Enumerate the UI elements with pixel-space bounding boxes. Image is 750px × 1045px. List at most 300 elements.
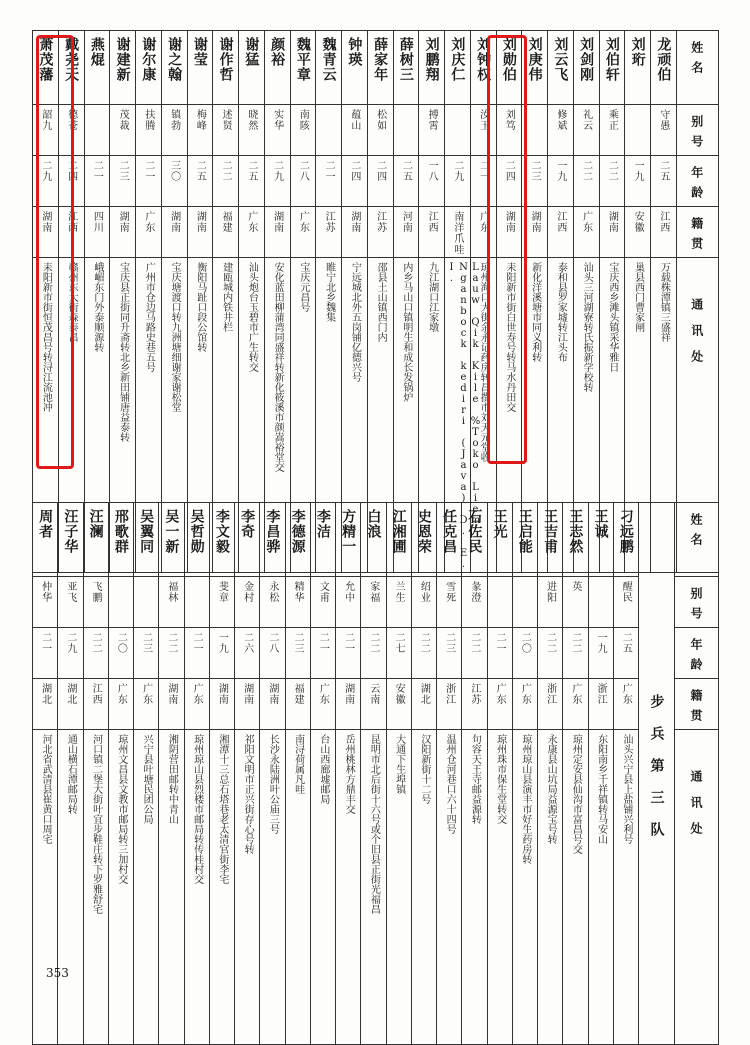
person-name-text: 谢莹 [191, 37, 208, 67]
person-age [134, 628, 159, 679]
person-native [548, 207, 574, 258]
person-address-text: 峨嵋东门外泰顺源转 [91, 262, 103, 352]
person-native [599, 207, 625, 258]
person-name [290, 31, 316, 105]
person-age-text: 二四 [348, 160, 360, 182]
person-name [136, 31, 162, 105]
person-age-text: 二一 [39, 632, 51, 654]
person-age [470, 156, 496, 207]
person-native [310, 679, 335, 730]
person-native [58, 207, 84, 258]
person-address [285, 730, 310, 1045]
person-age [235, 628, 260, 679]
person-name-text: 钟瑛 [346, 37, 363, 67]
header-name [675, 503, 719, 577]
person-age [563, 628, 588, 679]
person-age [110, 156, 136, 207]
person-native-text: 湖南 [117, 211, 129, 233]
person-alias [159, 577, 184, 628]
person-alias [310, 577, 335, 628]
person-name-text: 汪子华 [62, 509, 79, 554]
person-alias-text: 南陔 [297, 109, 309, 131]
person-address [538, 730, 563, 1045]
person-native [159, 679, 184, 730]
person-age-text: 三〇 [168, 160, 180, 182]
person-name [437, 503, 462, 577]
person-address-text: 大通下生埠镇 [393, 734, 405, 794]
person-name [83, 503, 108, 577]
person-native-text: 湖南 [503, 211, 515, 233]
person-address [209, 730, 234, 1045]
person-alias [613, 577, 638, 628]
person-address-text: 琼州琼山县演丰市好生药房转 [519, 734, 531, 864]
person-name-text: 刘庆仁 [449, 37, 466, 82]
person-native [235, 679, 260, 730]
person-native [462, 679, 487, 730]
person-name-text: 史恩荣 [415, 509, 432, 554]
person-native-text: 南洋爪哇 [451, 211, 463, 255]
person-name [367, 31, 393, 105]
person-native-text: 湖南 [529, 211, 541, 233]
person-name [599, 31, 625, 105]
person-age [393, 156, 419, 207]
person-native [161, 207, 187, 258]
person-age-text: 二一 [91, 160, 103, 182]
person-alias-text: 刘笃 [503, 109, 515, 131]
person-native-text: 广东 [580, 211, 592, 233]
person-native [209, 679, 234, 730]
person-name [625, 31, 651, 105]
person-alias-text: 搏霄 [426, 109, 438, 131]
person-address-text: 汉阳新街十二号 [418, 734, 430, 804]
person-native-text: 广东 [115, 683, 127, 705]
person-age [58, 628, 83, 679]
person-age-text: 二一 [323, 160, 335, 182]
person-name [573, 31, 599, 105]
person-age [187, 156, 213, 207]
person-age [310, 628, 335, 679]
person-native-text: 湖北 [64, 683, 76, 705]
person-native [367, 207, 393, 258]
person-address-text: 兴宁县叶塘民团公局 [141, 734, 153, 824]
person-alias [58, 105, 84, 156]
person-native [316, 207, 342, 258]
person-native-text: 安徽 [632, 211, 644, 233]
person-native [573, 207, 599, 258]
person-alias [108, 577, 133, 628]
person-alias-text: 精华 [292, 581, 304, 603]
person-age [651, 156, 677, 207]
person-age [411, 628, 436, 679]
person-native-text: 江西 [554, 211, 566, 233]
person-age [184, 628, 209, 679]
roster-table-top [32, 30, 719, 573]
person-name [33, 503, 58, 577]
person-alias [625, 105, 651, 156]
person-address-text: 岳州桃林方鼎丰交 [343, 734, 355, 814]
person-alias [419, 105, 445, 156]
header-name-text: 姓名 [689, 41, 704, 81]
person-native [33, 679, 58, 730]
person-alias-text: 绍业 [418, 581, 430, 603]
person-address [563, 730, 588, 1045]
person-address-text: 河口镇二堡大街叶宜步鞋庄转下罗雅舒宅 [90, 734, 102, 914]
person-name-text: 李文毅 [213, 509, 230, 554]
person-age-text: 二二 [220, 160, 232, 182]
person-age [84, 156, 110, 207]
person-name [522, 31, 548, 105]
header-alias [675, 577, 719, 628]
person-native-text: 浙江 [443, 683, 455, 705]
person-address-text: 新化洋溪塘市同义利转 [529, 262, 541, 362]
person-address-text: 邵县土山镇西门内 [375, 262, 387, 342]
person-age-text: 二九 [39, 160, 51, 182]
person-age [33, 628, 58, 679]
person-name-text: 刘勋伯 [500, 37, 517, 82]
person-native-text: 江西 [65, 211, 77, 233]
person-age-text: 二四 [65, 160, 77, 182]
person-alias-text: 松如 [374, 109, 386, 131]
person-address [437, 730, 462, 1045]
person-native-text: 湖南 [348, 211, 360, 233]
person-native [108, 679, 133, 730]
person-alias [393, 105, 419, 156]
person-name [588, 503, 613, 577]
person-native [110, 207, 136, 258]
person-age-text: 二七 [393, 632, 405, 654]
person-age-text: 二二 [165, 632, 177, 654]
person-native-text: 河南 [400, 211, 412, 233]
person-native-text: 湖南 [342, 683, 354, 705]
person-native [239, 207, 265, 258]
person-address [361, 730, 386, 1045]
person-alias-text: 家福 [367, 581, 379, 603]
person-native-text: 江西 [90, 683, 102, 705]
person-alias-text: 亚飞 [64, 581, 76, 603]
header-alias-text: 别号 [689, 587, 703, 627]
person-address-text: 万载株潭镇三盛祥 [658, 262, 670, 342]
person-name-text: 周者 [37, 509, 54, 539]
person-alias-text: 镇勃 [168, 109, 180, 131]
person-age [161, 156, 187, 207]
person-name-text: 刘伯轩 [603, 37, 620, 82]
person-age-text: 二一 [142, 160, 154, 182]
header-age [676, 156, 718, 207]
person-address-text: 琼州文昌县文教市邮局转三加村交 [115, 734, 127, 884]
person-name [419, 31, 445, 105]
person-native [285, 679, 310, 730]
person-age-text: 二一 [317, 632, 329, 654]
person-name-text: 刁远鹏 [617, 509, 634, 554]
person-name [512, 503, 537, 577]
person-name [213, 31, 239, 105]
person-age-text: 二一 [191, 632, 203, 654]
person-native [445, 207, 471, 258]
person-name-text: 刘庚伟 [526, 37, 543, 82]
person-native [213, 207, 239, 258]
person-address-text: 耒阳新市街白世寿号转马水丹田交 [503, 262, 515, 412]
person-age-text: 二三 [443, 632, 455, 654]
person-address-text: 琼州海口大街余永记药房转昌撰市刘天元堂收 [478, 262, 490, 462]
person-native-text: 广东 [297, 211, 309, 233]
person-name-text: 刘珩 [629, 37, 646, 67]
person-native-text: 江西 [657, 211, 669, 233]
person-address-text: 湘潭十三总石塔巷老太清官街李宅 [216, 734, 228, 884]
person-native [563, 679, 588, 730]
person-native-text: 广东 [142, 211, 154, 233]
person-address [310, 730, 335, 1045]
person-address-text: 汕头炮台玉碧市广生转交 [246, 262, 258, 372]
person-age [522, 156, 548, 207]
person-native [437, 679, 462, 730]
person-name [651, 31, 677, 105]
person-age [613, 628, 638, 679]
person-name-text: 萧茂藩 [37, 37, 54, 82]
person-native-text: 浙江 [595, 683, 607, 705]
person-alias-text: 乘正 [606, 109, 618, 131]
person-age [316, 156, 342, 207]
header-native [676, 207, 718, 258]
person-address [512, 730, 537, 1045]
person-address-text: 东阳南乡千祥镇转马安山 [595, 734, 607, 844]
person-age-text: 二四 [503, 160, 515, 182]
person-native [264, 207, 290, 258]
person-name [235, 503, 260, 577]
person-age-text: 二五 [194, 160, 206, 182]
person-age-text: 二五 [620, 632, 632, 654]
person-native [342, 207, 368, 258]
roster-page [32, 30, 718, 968]
person-age [285, 628, 310, 679]
person-name [538, 503, 563, 577]
header-alias-text: 别号 [689, 115, 704, 155]
person-native-text: 广东 [620, 683, 632, 705]
person-alias-text: 修斌 [554, 109, 566, 131]
person-name-text: 谢之翰 [166, 37, 183, 82]
person-age-text: 二一 [477, 160, 489, 182]
person-age [361, 628, 386, 679]
person-name-text: 吴一新 [163, 509, 180, 554]
person-native-text: 云南 [367, 683, 379, 705]
header-address-text: 通讯处 [689, 770, 703, 848]
person-native-text: 广东 [477, 211, 489, 233]
person-native [184, 679, 209, 730]
person-native-text: 湖北 [418, 683, 430, 705]
person-native [361, 679, 386, 730]
person-native-text: 广东 [140, 683, 152, 705]
person-name-text: 李洁 [314, 509, 331, 539]
person-name-text: 王启能 [516, 509, 533, 554]
person-name-text: 薛家年 [372, 37, 389, 82]
person-alias [264, 105, 290, 156]
person-native [651, 207, 677, 258]
person-age-text: 二五 [657, 160, 669, 182]
person-native-text: 湖南 [271, 211, 283, 233]
person-native-text: 江苏 [374, 211, 386, 233]
person-native-text: 湖南 [165, 683, 177, 705]
person-name [361, 503, 386, 577]
person-name-text: 江湘圃 [390, 509, 407, 554]
person-address-text: 九江湖口江家墩 [426, 262, 438, 332]
person-alias [522, 105, 548, 156]
person-alias [342, 105, 368, 156]
person-native-text: 四川 [91, 211, 103, 233]
person-alias [33, 577, 58, 628]
person-name [161, 31, 187, 105]
person-alias-text: 晓然 [245, 109, 257, 131]
person-alias [213, 105, 239, 156]
person-name [470, 31, 496, 105]
person-address-text: 宁远城北外五岗铺亿德兴号 [349, 262, 361, 382]
person-native-text: 广东 [191, 683, 203, 705]
group-label-cell [639, 503, 675, 1045]
person-native [58, 679, 83, 730]
person-native [522, 207, 548, 258]
person-age [538, 628, 563, 679]
header-address-text: 通讯处 [689, 298, 704, 376]
person-name [209, 503, 234, 577]
person-alias [33, 105, 59, 156]
person-name [411, 503, 436, 577]
person-name [386, 503, 411, 577]
person-address [159, 730, 184, 1045]
person-address [108, 730, 133, 1045]
person-name-text: 王吉甫 [542, 509, 559, 554]
person-age [33, 156, 59, 207]
person-address-text: 南浔荷属凡哇 [292, 734, 304, 794]
person-alias-text: 仲华 [39, 581, 51, 603]
person-alias-text: 彖澄 [468, 581, 480, 603]
person-age-text: 二二 [367, 632, 379, 654]
person-name [336, 503, 361, 577]
person-native-text: 湖南 [39, 211, 51, 233]
person-alias-text: 雪死 [443, 581, 455, 603]
person-address-text: 汕头兴宁县上盐铺兴利号 [620, 734, 632, 844]
person-name [264, 31, 290, 105]
person-age [108, 628, 133, 679]
person-address [411, 730, 436, 1045]
header-age-text: 年龄 [689, 638, 703, 678]
person-name [342, 31, 368, 105]
person-name [260, 503, 285, 577]
person-native-text: 湖南 [266, 683, 278, 705]
person-name-text: 白浪 [365, 509, 382, 539]
person-age [336, 628, 361, 679]
person-alias [285, 577, 310, 628]
person-address-text: 湘阴营田邮转中青山 [166, 734, 178, 824]
person-native [84, 207, 110, 258]
person-name [134, 503, 159, 577]
person-alias-text: 述贤 [220, 109, 232, 131]
person-name [310, 503, 335, 577]
person-native-text: 浙江 [544, 683, 556, 705]
person-address-text: 台山西廊墟邮局 [317, 734, 329, 804]
person-name [285, 503, 310, 577]
person-native [136, 207, 162, 258]
page-number: 353 [46, 966, 69, 980]
person-alias [361, 577, 386, 628]
person-name-text: 燕焜 [88, 37, 105, 67]
person-native-text: 福建 [220, 211, 232, 233]
person-age [573, 156, 599, 207]
person-address-text: 宝庆西乡滩头镇采华雅日 [606, 262, 618, 372]
person-name-text: 任克昌 [441, 509, 458, 554]
person-name-text: 李昌骅 [264, 509, 281, 554]
person-address [33, 730, 58, 1045]
person-alias [336, 577, 361, 628]
person-age-text: 二三 [292, 632, 304, 654]
person-address-text: 长沙永陆洲叶公庙三号 [267, 734, 279, 834]
person-name [33, 31, 59, 105]
person-age [437, 628, 462, 679]
person-alias [588, 577, 613, 628]
person-address [58, 730, 83, 1045]
person-alias [239, 105, 265, 156]
person-alias-text: 金村 [241, 581, 253, 603]
person-name-text: 魏青云 [320, 37, 337, 82]
person-age-text: 一九 [216, 632, 228, 654]
person-name-text: 汪澜 [87, 509, 104, 539]
person-address-text: 祁阳文明市正兴街存心号转 [242, 734, 254, 854]
person-age-text: 二四 [374, 160, 386, 182]
person-address-text: 睢宁北乡魏集 [323, 262, 335, 322]
person-age-text: 二九 [451, 160, 463, 182]
person-address-text: 赣州东大街森泰昌 [66, 262, 78, 342]
person-alias [445, 105, 471, 156]
person-alias [538, 577, 563, 628]
header-alias [676, 105, 718, 156]
person-native-text: 广东 [317, 683, 329, 705]
person-alias [83, 577, 108, 628]
person-native-text: 湖北 [39, 683, 51, 705]
person-address [462, 730, 487, 1045]
person-age [445, 156, 471, 207]
person-age-text: 二九 [271, 160, 283, 182]
person-age [58, 156, 84, 207]
person-native-text: 江苏 [468, 683, 480, 705]
header-native-text: 籍贯 [689, 217, 704, 257]
person-alias-text: 文甫 [317, 581, 329, 603]
person-alias [462, 577, 487, 628]
person-native [83, 679, 108, 730]
person-alias [496, 105, 522, 156]
person-native-text: 福建 [292, 683, 304, 705]
person-name-text: 王诚 [592, 509, 609, 539]
person-name-text: 方精一 [340, 509, 357, 554]
person-address-text: 巢县西门曹家闸 [632, 262, 644, 332]
person-address-text: 温州仓河巷口六十四号 [444, 734, 456, 834]
person-alias [316, 105, 342, 156]
person-age-text: 二六 [241, 632, 253, 654]
person-alias-text: 梅峰 [194, 109, 206, 131]
person-native [419, 207, 445, 258]
person-native-text: 广东 [569, 683, 581, 705]
person-alias-text: 英 [569, 581, 581, 592]
person-age-text: 二八 [297, 160, 309, 182]
person-age [342, 156, 368, 207]
person-address-text: 通山横石潭邮局转 [65, 734, 77, 814]
person-alias [134, 577, 159, 628]
header-native-text: 籍贯 [689, 689, 703, 729]
person-name-text: 刘鹏翔 [423, 37, 440, 82]
person-alias-text: 扶腾 [142, 109, 154, 131]
person-age [386, 628, 411, 679]
person-age [462, 628, 487, 679]
person-age-text: 二二 [580, 160, 592, 182]
person-native [336, 679, 361, 730]
person-age-text: 二二 [418, 632, 430, 654]
person-alias [599, 105, 625, 156]
